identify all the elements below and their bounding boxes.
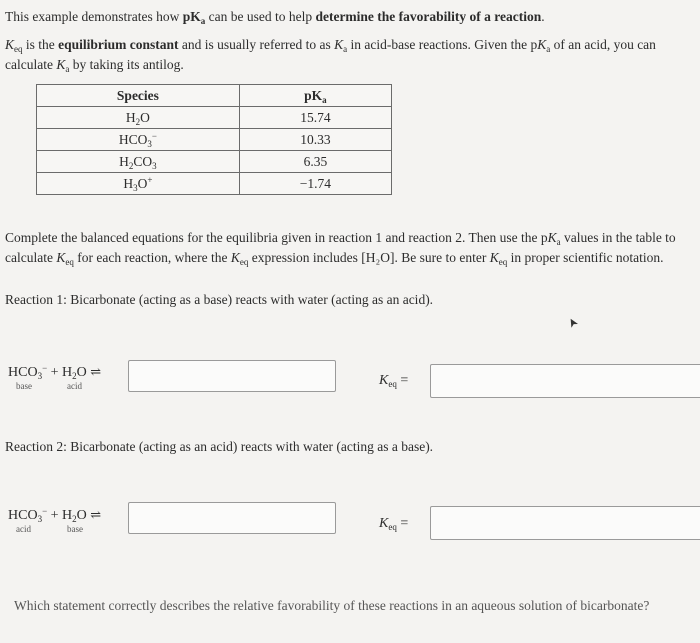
keq-sub: eq (388, 522, 397, 532)
intro-text: is the (22, 37, 59, 52)
reaction-2-products-input[interactable] (128, 502, 336, 534)
intro-text: of an acid, you can (550, 37, 656, 52)
reaction-2-keq-input[interactable] (430, 506, 700, 540)
table-header-row (37, 85, 392, 107)
intro-line-3 (5, 56, 184, 74)
hco3-formula: HCO (8, 365, 38, 380)
ka-symbol: K (56, 57, 66, 72)
intro-line-2 (5, 36, 656, 54)
instructions-text: . Be sure to enter (394, 250, 490, 265)
reaction-2-label-base: base (67, 524, 83, 534)
species-cell: $HCO_3^-$ (37, 129, 240, 151)
species-cell: $H_3O^+$ (37, 173, 240, 195)
keq-symbol: K (379, 373, 389, 388)
intro-bold: equilibrium constant (58, 37, 179, 52)
intro-text: . (541, 9, 545, 24)
keq-sub: eq (65, 257, 74, 267)
hco3-sub: 3 (37, 371, 43, 381)
pka-sub: a (200, 16, 206, 26)
pka-table (36, 84, 392, 195)
instructions-text: expression includes (248, 250, 362, 265)
intro-text: calculate (5, 57, 57, 72)
pka-cell: 6.35 (239, 151, 391, 173)
equilibrium-arrow-icon: ⇌ (90, 507, 102, 522)
water-formula-o: O (76, 508, 87, 523)
question-text: Which statement correctly describes the relative favorability of these reactions in an aqueous solution of bicarbonate? (14, 598, 650, 613)
header-pka (239, 85, 391, 107)
header-species: Species (37, 85, 240, 107)
intro-text: in acid-base reactions. Given the p (347, 37, 538, 52)
water-formula: H (62, 508, 73, 523)
water-formula-o: O (76, 365, 87, 380)
hco3-charge: − (42, 363, 48, 373)
water-sub: 2 (72, 514, 77, 524)
keq-symbol: K (489, 250, 499, 265)
reaction-1-equation (8, 364, 101, 381)
intro-text: can be used to help (205, 9, 316, 24)
reaction-1-title: Reaction 1: Bicarbonate (acting as a base) reacts with water (acting as an acid). (5, 292, 434, 307)
pka-sub: a (546, 44, 551, 54)
reaction-2-title: Reaction 2: Bicarbonate (acting as an acid) reacts with water (acting as a base). (5, 439, 434, 454)
pka-cell: 10.33 (239, 129, 391, 151)
pka-cell: 15.74 (239, 107, 391, 129)
water-formula: H (62, 365, 73, 380)
hco3-formula: HCO (8, 508, 38, 523)
instructions-text: calculate (5, 250, 57, 265)
reaction-1-label-acid: acid (67, 381, 82, 391)
keq-sub: eq (388, 379, 397, 389)
cursor-arrow-icon: ➤ (564, 314, 582, 331)
plus-sign: + (50, 365, 59, 380)
hco3-sub: 3 (37, 514, 43, 524)
equilibrium-arrow-icon: ⇌ (90, 364, 102, 379)
reaction-1-label-base: base (16, 381, 32, 391)
keq-symbol: K (5, 37, 15, 52)
pka-symbol: K (547, 230, 557, 245)
keq-symbol: K (379, 516, 389, 531)
header-pka-text: pK (304, 87, 323, 103)
instructions-line-2 (5, 249, 664, 267)
instructions-text: Complete the balanced equations for the equilibria given in reaction 1 and reaction 2. Then use the p (5, 230, 548, 245)
reaction-1-keq-label (379, 373, 408, 389)
species-cell: $H_2O$ (37, 107, 240, 129)
header-pka-sub: a (322, 94, 327, 105)
pka-cell: −1.74 (239, 173, 391, 195)
instructions-text: for each reaction, where the (73, 250, 231, 265)
reaction-1-keq-input[interactable] (430, 364, 700, 398)
pka-sub: a (556, 237, 561, 247)
reaction-2-label-acid: acid (16, 524, 31, 534)
plus-sign: + (50, 508, 59, 523)
intro-text: and is usually referred to as (178, 37, 335, 52)
table-row (37, 107, 392, 129)
keq-symbol: K (56, 250, 66, 265)
intro-text: by taking its antilog. (69, 57, 184, 72)
equals-sign: = (400, 373, 409, 388)
species-cell: $H_2CO_3$ (37, 151, 240, 173)
keq-sub: eq (498, 257, 508, 267)
water-bracket: [H₂O] (361, 250, 395, 265)
pka-symbol: K (537, 37, 547, 52)
keq-symbol: K (230, 250, 240, 265)
equals-sign: = (400, 516, 409, 531)
table-row (37, 173, 392, 195)
reaction-1-products-input[interactable] (128, 360, 336, 392)
keq-sub: eq (239, 257, 249, 267)
pka-label: pK (182, 9, 201, 24)
intro-text: This example demonstrates how (5, 9, 183, 24)
instructions-text: values in the table to (560, 230, 676, 245)
ka-sub: a (343, 44, 348, 54)
intro-bold: determine the favorability of a reaction (315, 9, 542, 24)
table-row (37, 151, 392, 173)
ka-sub: a (65, 64, 70, 74)
reaction-2-keq-label (379, 516, 408, 532)
instructions-line-1 (5, 229, 676, 247)
ka-symbol: K (334, 37, 344, 52)
intro-line-1 (5, 8, 545, 26)
hco3-charge: − (42, 506, 48, 516)
table-row (37, 129, 392, 151)
water-sub: 2 (72, 371, 77, 381)
keq-sub: eq (14, 44, 23, 54)
reaction-2-equation (8, 507, 101, 524)
instructions-text: in proper scientific notation. (507, 250, 664, 265)
